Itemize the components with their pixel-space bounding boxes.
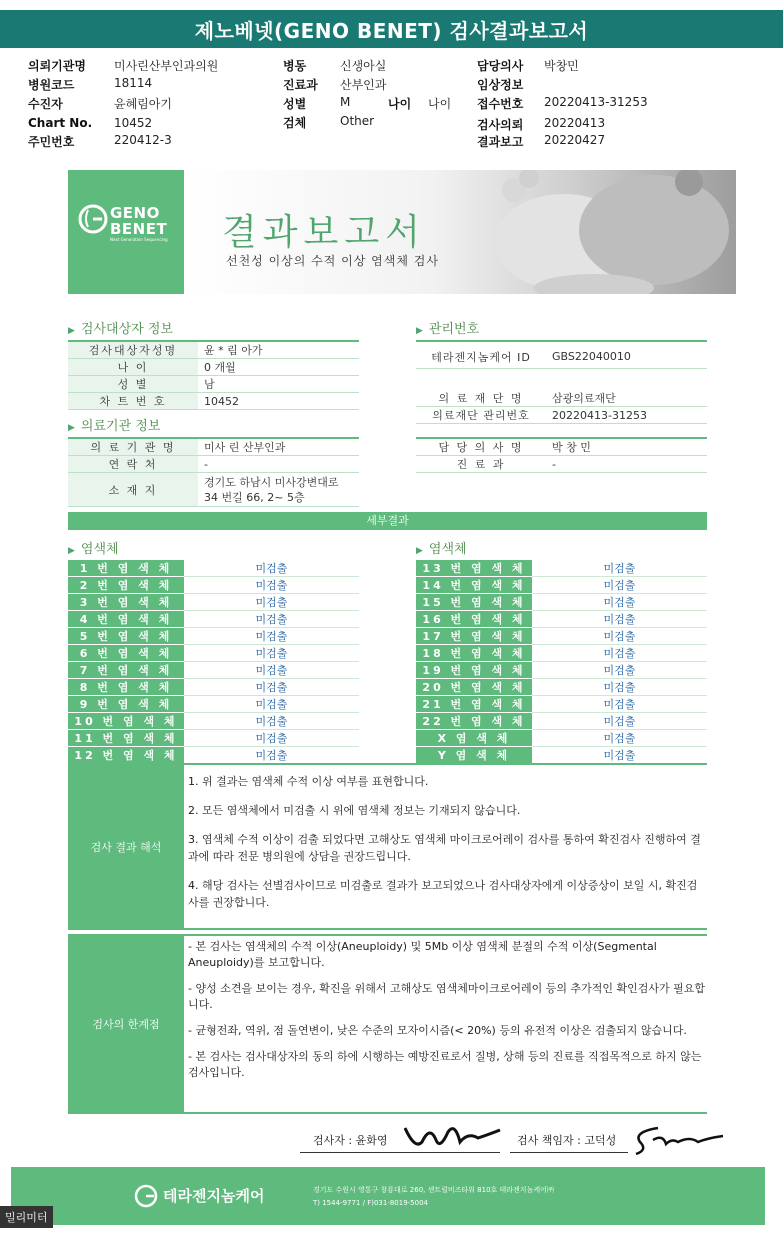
chromosome-row	[68, 628, 359, 645]
interpretation-item: 3. 염색체 수적 이상이 검출 되었다면 고해상도 염색체 마이크로어레이 검사를 통하여 확진검사 진행하여 결과에 따라 전문 병의원에 상담을 권장드립니다.	[188, 833, 701, 863]
examiner-name: 검사자 : 윤화영	[313, 1134, 388, 1147]
chromosome-result: 미검출	[184, 560, 359, 577]
chromosome-result: 미검출	[184, 577, 359, 594]
interpretation-box	[68, 763, 707, 930]
chromosome-row	[68, 611, 359, 628]
chromosome-row	[416, 662, 707, 679]
field-label: 차 트 번 호	[68, 393, 198, 410]
header-label: 검사의뢰	[477, 118, 524, 132]
chromosome-label: 4 번 염 색 체	[68, 611, 184, 628]
footer-address: 경기도 수원시 영통구 창룡대로 260, 센트럴비즈타워 810호 테라젠지놈케어㈜	[313, 1186, 554, 1194]
limitation-item: - 본 검사는 검사대상자의 동의 하에 시행하는 예방진료로서 질병, 상해 등의 진료를 직접목적으로 하지 않는 검사입니다.	[188, 1050, 702, 1079]
table-row	[68, 393, 359, 410]
chromosome-label: 10 번 염 색 체	[68, 713, 184, 730]
chromosome-row	[416, 611, 707, 628]
field-value: -	[198, 456, 359, 473]
chromosome-result: 미검출	[532, 730, 707, 747]
chromosome-table-right	[416, 560, 707, 764]
chromosome-label: X 염 색 체	[416, 730, 532, 747]
report-title: 제노베넷(GENO BENET) 검사결과보고서	[0, 10, 783, 48]
table-row	[416, 407, 707, 424]
report-heading: 결과보고서	[222, 212, 426, 253]
chromosome-result: 미검출	[184, 679, 359, 696]
brand-panel	[68, 170, 184, 294]
chromosome-label: 3 번 염 색 체	[68, 594, 184, 611]
header-value: M	[340, 95, 351, 109]
section-title-text: 염색체	[80, 542, 119, 557]
footer-address-block	[313, 1184, 554, 1210]
table-row	[68, 376, 359, 393]
interpretation-item: 2. 모든 염색체에서 미검출 시 위에 염색체 정보는 기재되지 않습니다.	[188, 804, 521, 817]
chromosome-label: 7 번 염 색 체	[68, 662, 184, 679]
field-label: 진 료 과	[416, 456, 546, 473]
section-title-institution	[68, 415, 160, 434]
unit-tooltip: 밀리미터	[0, 1206, 53, 1228]
table-row	[416, 439, 707, 456]
spacer-cell	[416, 368, 546, 390]
header-label: 수진자	[28, 97, 63, 111]
field-label: 소 재 지	[68, 473, 198, 507]
footer-bar	[11, 1167, 765, 1225]
header-value: 20220413-31253	[544, 95, 648, 109]
chromosome-label: 17 번 염 색 체	[416, 628, 532, 645]
header-label: 성별	[283, 97, 307, 111]
field-label: 성 별	[68, 376, 198, 393]
field-value: 미사 린 산부인과	[198, 439, 359, 456]
limitation-item: - 양성 소견을 보이는 경우, 확진을 위해서 고해상도 염색체마이크로어레이 등의 추가적인 확인검사가 필요합니다.	[188, 982, 705, 1011]
interpretation-text	[188, 773, 706, 923]
chromosome-row	[416, 696, 707, 713]
chromosome-label: 6 번 염 색 체	[68, 645, 184, 662]
chromosome-row	[68, 560, 359, 577]
field-value: 삼광의료재단	[546, 390, 707, 407]
chromosome-label: 22 번 염 색 체	[416, 713, 532, 730]
chromosome-label: 8 번 염 색 체	[68, 679, 184, 696]
header-label: Chart No.	[28, 116, 93, 130]
section-title-chromosome-left	[68, 538, 119, 557]
section-title-patient	[68, 318, 173, 337]
interpretation-label: 검사 결과 해석	[68, 765, 184, 928]
supervisor-signature-icon	[628, 1120, 728, 1160]
chromosome-result: 미검출	[184, 696, 359, 713]
table-row	[416, 456, 707, 473]
table-row	[68, 359, 359, 376]
header-value: 산부인과	[340, 78, 387, 92]
header-value: 10452	[114, 116, 153, 130]
chromosome-label: 21 번 염 색 체	[416, 696, 532, 713]
institution-table	[68, 439, 359, 507]
chromosome-label: 14 번 염 색 체	[416, 577, 532, 594]
chromosome-result: 미검출	[184, 662, 359, 679]
header-label: 나이	[388, 97, 412, 111]
field-label: 나 이	[68, 359, 198, 376]
theragen-logo-icon	[133, 1183, 159, 1209]
chromosome-row	[416, 560, 707, 577]
chromosome-result: 미검출	[532, 679, 707, 696]
arrow-icon: ▶	[416, 546, 423, 556]
logo-text-geno: GENO	[110, 204, 160, 222]
header-value: 18114	[114, 76, 153, 90]
arrow-icon: ▶	[416, 326, 423, 336]
field-label: 의 료 재 단 명	[416, 390, 546, 407]
chromosome-result: 미검출	[184, 628, 359, 645]
chromosome-result: 미검출	[184, 594, 359, 611]
header-value: 윤혜림아기	[114, 97, 172, 111]
chromosome-row	[68, 645, 359, 662]
field-value: 0 개월	[198, 359, 359, 376]
header-label: 접수번호	[477, 97, 524, 111]
chromosome-result: 미검출	[184, 730, 359, 747]
arrow-icon: ▶	[68, 546, 75, 556]
header-label: 담당의사	[477, 59, 524, 73]
field-label: 검사대상자성명	[68, 342, 198, 359]
field-value: 10452	[198, 393, 359, 410]
header-value: 미사린산부인과의원	[114, 59, 219, 73]
field-value: 남	[198, 376, 359, 393]
chromosome-result: 미검출	[532, 645, 707, 662]
arrow-icon: ▶	[68, 423, 75, 433]
chromosome-result: 미검출	[532, 628, 707, 645]
chromosome-row	[416, 747, 707, 764]
examiner-signature-icon	[400, 1120, 505, 1156]
chromosome-result: 미검출	[184, 645, 359, 662]
interpretation-item: 1. 위 결과는 염색체 수적 이상 여부를 표현합니다.	[188, 775, 429, 788]
chromosome-row	[416, 594, 707, 611]
chromosome-result: 미검출	[184, 611, 359, 628]
chromosome-result: 미검출	[184, 747, 359, 764]
field-label: 담 당 의 사 명	[416, 439, 546, 456]
header-value: Other	[340, 114, 375, 128]
chromosome-result: 미검출	[532, 611, 707, 628]
section-title-chromosome-right	[416, 538, 467, 557]
chromosome-row	[68, 730, 359, 747]
limitation-item: - 균형전좌, 역위, 점 돌연변이, 낮은 수준의 모자이시즘(< 20%) 등의 유전적 이상은 검출되지 않습니다.	[188, 1024, 687, 1037]
table-row	[68, 473, 359, 507]
report-subtitle: 선천성 이상의 수적 이상 염색체 검사	[226, 254, 439, 268]
footer-phone: T) 1544-9771 / F)031-8019-5004	[313, 1199, 428, 1207]
header-label: 병원코드	[28, 78, 75, 92]
spacer-cell	[546, 368, 707, 390]
header-value: 박창민	[544, 59, 579, 73]
header-label: 임상정보	[477, 78, 524, 92]
limitations-label: 검사의 한계점	[68, 936, 184, 1112]
chromosome-row	[416, 628, 707, 645]
chromosome-label: 13 번 염 색 체	[416, 560, 532, 577]
header-value: 나이	[428, 97, 452, 111]
table-row	[68, 456, 359, 473]
header-label: 결과보고	[477, 135, 524, 149]
table-row	[68, 342, 359, 359]
patient-table	[68, 342, 359, 410]
field-label: 연 락 처	[68, 456, 198, 473]
chromosome-result: 미검출	[532, 696, 707, 713]
chromosome-row	[68, 747, 359, 764]
chromosome-row	[68, 594, 359, 611]
field-label: 의 료 기 관 명	[68, 439, 198, 456]
institution-right-table	[416, 439, 707, 473]
chromosome-result: 미검출	[532, 662, 707, 679]
field-value: -	[546, 456, 707, 473]
field-label: 의료재단 관리번호	[416, 407, 546, 424]
arrow-icon: ▶	[68, 326, 75, 336]
chromosome-result: 미검출	[532, 560, 707, 577]
field-label: 테라젠지놈케어 ID	[416, 346, 546, 368]
field-value: 경기도 하남시 미사강변대로 34 번길 66, 2~ 5층	[198, 473, 359, 507]
chromosome-result: 미검출	[532, 594, 707, 611]
chromosome-row	[416, 713, 707, 730]
chromosome-row	[68, 696, 359, 713]
chromosome-row	[416, 645, 707, 662]
table-row	[416, 390, 707, 407]
section-title-management	[416, 318, 479, 337]
header-value: 20220427	[544, 133, 606, 147]
header-label: 병동	[283, 59, 307, 73]
field-value: 20220413-31253	[546, 407, 707, 424]
chromosome-row	[68, 713, 359, 730]
detail-results-bar: 세부결과	[68, 512, 707, 530]
chromosome-row	[416, 679, 707, 696]
chromosome-label: 1 번 염 색 체	[68, 560, 184, 577]
chromosome-label: 16 번 염 색 체	[416, 611, 532, 628]
section-title-text: 염색체	[428, 542, 467, 557]
header-label: 의뢰기관명	[28, 59, 86, 73]
table-row	[416, 368, 707, 390]
logo-tagline: Next Generation Sequencing	[110, 237, 168, 242]
signature-line	[510, 1152, 628, 1153]
limitation-item: - 본 검사는 염색체의 수적 이상(Aneuploidy) 및 5Mb 이상 염색체 분절의 수적 이상(Segmental Aneuploidy)를 보고합니다.	[188, 940, 657, 969]
chromosome-row	[68, 662, 359, 679]
header-value: 20220413	[544, 116, 606, 130]
table-row	[416, 346, 707, 368]
header-label: 주민번호	[28, 135, 75, 149]
divider	[416, 340, 707, 342]
header-value: 신생아실	[340, 59, 387, 73]
chromosome-label: 2 번 염 색 체	[68, 577, 184, 594]
header-label: 검체	[283, 116, 307, 130]
section-title-text: 관리번호	[428, 322, 480, 337]
logo-text-benet: BENET	[110, 220, 168, 238]
chromosome-result: 미검출	[184, 713, 359, 730]
chromosome-label: 5 번 염 색 체	[68, 628, 184, 645]
chromosome-result: 미검출	[532, 713, 707, 730]
chromosome-result: 미검출	[532, 577, 707, 594]
chromosome-label: 15 번 염 색 체	[416, 594, 532, 611]
chromosome-label: 12 번 염 색 체	[68, 747, 184, 764]
chromosome-row	[416, 730, 707, 747]
chromosome-table-left	[68, 560, 359, 764]
field-value: 박 창 민	[546, 439, 707, 456]
chromosome-row	[68, 679, 359, 696]
field-value: 윤 * 림 아가	[198, 342, 359, 359]
limitations-box	[68, 934, 707, 1114]
field-value: GBS22040010	[546, 346, 707, 368]
header-label: 진료과	[283, 78, 318, 92]
chromosome-result: 미검출	[532, 747, 707, 764]
chromosome-label: 19 번 염 색 체	[416, 662, 532, 679]
section-title-text: 검사대상자 정보	[80, 322, 173, 337]
chromosome-row	[416, 577, 707, 594]
footer-company: 테라젠지놈케어	[163, 1187, 265, 1205]
chromosome-label: 18 번 염 색 체	[416, 645, 532, 662]
chromosome-label: 9 번 염 색 체	[68, 696, 184, 713]
header-value: 220412-3	[114, 133, 172, 147]
supervisor-name: 검사 책임자 : 고덕성	[517, 1134, 617, 1147]
section-title-text: 의료기관 정보	[80, 419, 161, 434]
management-table	[416, 346, 707, 424]
chromosome-row	[68, 577, 359, 594]
chromosome-label: Y 염 색 체	[416, 747, 532, 764]
limitations-text	[188, 939, 706, 1093]
chromosome-label: 11 번 염 색 체	[68, 730, 184, 747]
interpretation-item: 4. 해당 검사는 선별검사이므로 미검출로 결과가 보고되었으나 검사대상자에게 이상증상이 보일 시, 확진검사를 권장합니다.	[188, 879, 698, 909]
table-row	[68, 439, 359, 456]
chromosome-label: 20 번 염 색 체	[416, 679, 532, 696]
